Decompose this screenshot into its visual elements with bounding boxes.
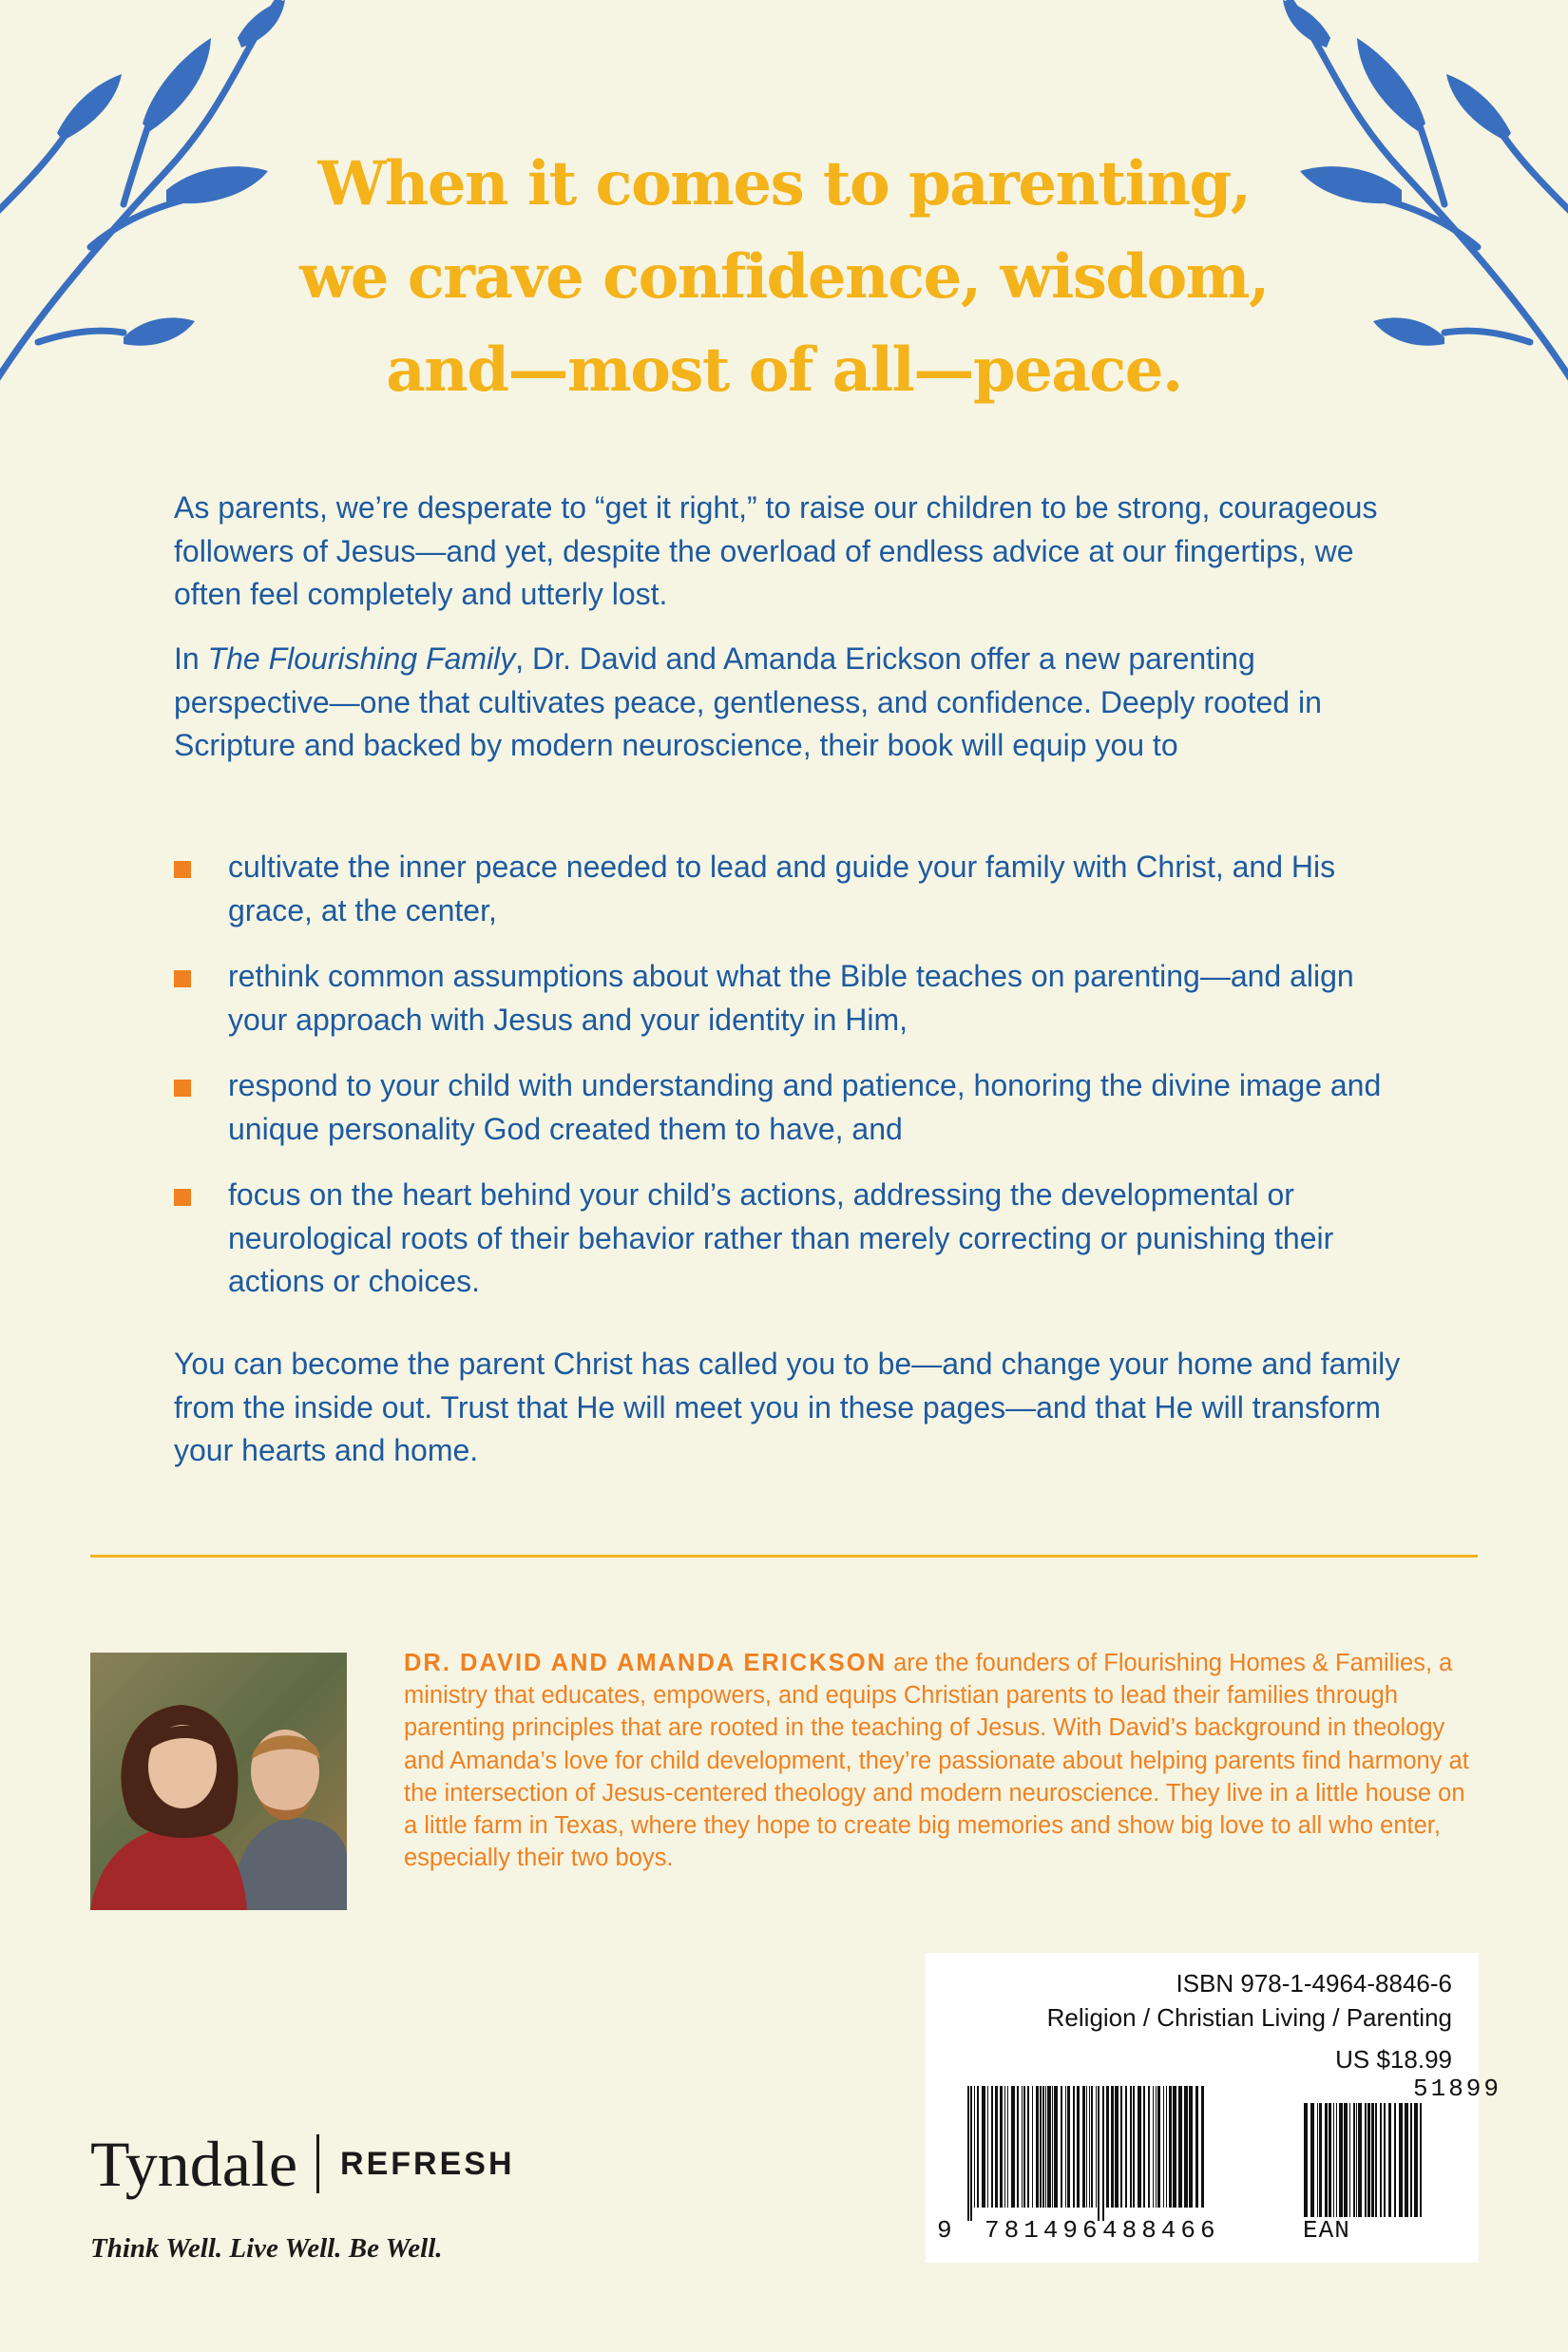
ean-label: EAN (1303, 2216, 1350, 2245)
headline-line-2: we crave confidence, wisdom, (299, 241, 1269, 313)
publisher-tagline: Think Well. Live Well. Be Well. (90, 2233, 443, 2264)
barcode-bar (1011, 2086, 1015, 2208)
barcode-bar (1138, 2086, 1141, 2208)
barcode-bar (1405, 2103, 1408, 2217)
barcode-bar (1098, 2086, 1100, 2221)
barcode-bar (1065, 2086, 1066, 2208)
barcode-bar (1089, 2086, 1090, 2208)
author-names: DR. DAVID AND AMANDA ERICKSON (404, 1650, 888, 1676)
bullet-square-icon (174, 970, 191, 987)
barcode-bar (1036, 2086, 1039, 2208)
barcode-bar (1125, 2086, 1127, 2208)
barcode-bar (1040, 2086, 1042, 2208)
barcode-bar (1371, 2103, 1374, 2217)
barcode-bar (1077, 2086, 1080, 2208)
barcode-bar (1163, 2086, 1164, 2208)
barcode-bar (1045, 2086, 1046, 2208)
list-item: cultivate the inner peace needed to lead and guide your family with Christ, and His grace, at the center, (174, 846, 1409, 932)
barcode-bar (1054, 2086, 1058, 2208)
author-photo-illustration (90, 1653, 347, 1910)
barcode-bar (1169, 2086, 1172, 2208)
barcode-bar (1148, 2086, 1150, 2208)
isbn-barcode (967, 2086, 1205, 2228)
barcode-bar (1317, 2103, 1318, 2217)
barcode-bar (1349, 2103, 1350, 2217)
barcode-bar (1344, 2103, 1348, 2217)
barcode-bar (970, 2086, 972, 2221)
barcode-bar (1106, 2086, 1109, 2208)
barcode-bar (1178, 2086, 1182, 2208)
barcode-bar (1023, 2086, 1025, 2208)
isbn-label: ISBN 978-1-4964-8846-6 (1176, 1969, 1452, 1998)
barcode-bar (1017, 2086, 1019, 2208)
barcode-bar (1153, 2086, 1154, 2208)
barcode-bar (1339, 2103, 1343, 2217)
barcode-bar (1091, 2086, 1093, 2208)
logo-divider (316, 2134, 319, 2193)
barcode-bar (977, 2086, 979, 2208)
book-description-paragraph (174, 638, 1409, 768)
barcode-bar (1367, 2103, 1370, 2217)
bullet-square-icon (174, 1189, 191, 1206)
barcode-bar (1410, 2103, 1412, 2217)
barcode-bar (1120, 2086, 1122, 2208)
barcode-bar (1156, 2086, 1157, 2208)
barcode-panel (926, 1953, 1502, 2263)
benefits-list (174, 846, 1409, 1327)
headline-line-3: and—most of all—peace. (386, 335, 1182, 406)
barcode-bar (1052, 2086, 1053, 2208)
bullet-square-icon (174, 861, 191, 878)
barcode-bar (1353, 2103, 1355, 2217)
barcode-bar (1047, 2086, 1051, 2208)
intro-rest: , Dr. David and Amanda Erickson offer a new parenting perspective—one that cultivates peace, gentleness, and confidence. Deeply rooted in Scripture and backed by modern neuroscience, their book will equip you to (174, 641, 1322, 762)
price-code: 51899 (1413, 2075, 1502, 2103)
barcode-bar (1356, 2103, 1357, 2217)
ean-digit-group-1: 781496 (985, 2216, 1102, 2245)
barcode-bar (1133, 2086, 1135, 2208)
barcode-bar (1375, 2103, 1377, 2217)
barcode-bar (1032, 2086, 1033, 2208)
barcode-bar (1319, 2103, 1322, 2217)
barcode-bar (1082, 2086, 1085, 2208)
divider (90, 1555, 1478, 1558)
imprint-name: REFRESH (340, 2145, 515, 2182)
barcode-bar (1166, 2086, 1167, 2208)
category-label: Religion / Christian Living / Parenting (1046, 2003, 1452, 2032)
publisher-name: Tyndale (90, 2128, 298, 2200)
headline (0, 138, 1568, 417)
list-item: rethink common assumptions about what the Bible teaches on parenting—and align your approach with Jesus and your identity in Him, (174, 955, 1409, 1042)
barcode-bar (1111, 2086, 1114, 2208)
barcode-bar (1414, 2103, 1418, 2217)
barcode-bar (1201, 2086, 1204, 2208)
ean-lead-digit: 9 (937, 2216, 957, 2245)
barcode-bar (1189, 2086, 1193, 2208)
barcode-bar (1004, 2086, 1005, 2208)
barcode-bar (1022, 2086, 1023, 2208)
intro-prefix: In (174, 641, 208, 676)
closing-paragraph: You can become the parent Christ has called you to be—and change your home and family from the inside out. Trust that He will meet you in these pages—and that He will transform your hearts and home. (174, 1347, 1401, 1467)
barcode-bar (1130, 2086, 1132, 2208)
author-bio-text: are the founders of Flourishing Homes & Families, a ministry that educates, empowers, and equips Christian parents to lead their families through parenting principles that are rooted in the teaching of Jesus. With David’s background in theology and Amanda’s love for child development, they’re passionate about helping parents find harmony at the intersection of Jesus-centered theology and modern neuroscience. They live in a little house on a little farm in Texas, where they hope to create big memories and show big love to all who enter, especially their two boys. (404, 1650, 1469, 1872)
author-photo (90, 1653, 347, 1910)
barcode-bar (1067, 2086, 1070, 2208)
barcode-bar (1399, 2103, 1403, 2217)
barcode-bar (1333, 2103, 1334, 2217)
barcode-bar (1027, 2086, 1029, 2208)
price-barcode (1304, 2103, 1425, 2228)
barcode-bar (1173, 2086, 1176, 2208)
barcode-bar (1115, 2086, 1119, 2208)
barcode-bar (1365, 2103, 1367, 2217)
barcode-bar (1358, 2103, 1362, 2217)
barcode-bar (991, 2086, 993, 2208)
barcode-bar (1388, 2103, 1391, 2217)
barcode-bar (1143, 2086, 1145, 2208)
barcode-bar (967, 2086, 969, 2221)
barcode-bar (1073, 2086, 1075, 2208)
barcode-bar (1096, 2086, 1097, 2208)
intro-paragraph: As parents, we’re desperate to “get it right,” to raise our children to be strong, courageous followers of Jesus—and yet, despite the overload of endless advice at our fingertips, we often feel completely and utterly lost. (174, 490, 1378, 611)
barcode-bar (1102, 2086, 1104, 2221)
list-item: focus on the heart behind your child’s actions, addressing the developmental or neurological roots of their behavior rather than merely correcting or punishing their actions or choices. (174, 1174, 1409, 1304)
barcode-bar (987, 2086, 988, 2208)
barcode-bar (1325, 2103, 1328, 2217)
price-label: US $18.99 (1335, 2045, 1452, 2074)
barcode-bar (1007, 2086, 1008, 2208)
author-bio (404, 1647, 1482, 1874)
barcode-bar (1336, 2103, 1337, 2217)
barcode-bar (995, 2086, 998, 2208)
barcode-bar (1329, 2103, 1331, 2217)
barcode-bar (1195, 2086, 1198, 2208)
barcode-bar (1420, 2103, 1422, 2217)
barcode-bar (1304, 2103, 1308, 2217)
barcode-bar (1380, 2103, 1382, 2217)
ean-digit-group-2: 488466 (1102, 2216, 1220, 2245)
book-title: The Flourishing Family (207, 641, 516, 676)
barcode-bar (1000, 2086, 1003, 2208)
barcode-bar (1061, 2086, 1062, 2208)
barcode-bar (1394, 2103, 1396, 2217)
barcode-bar (974, 2086, 975, 2208)
barcode-bar (982, 2086, 985, 2208)
barcode-bar (1184, 2086, 1188, 2208)
barcode-bar (1042, 2086, 1044, 2208)
bullet-square-icon (174, 1080, 191, 1097)
publisher-logo (90, 2128, 515, 2200)
barcode-bar (1086, 2086, 1087, 2208)
barcode-bar (1157, 2086, 1160, 2208)
barcode-bar (1384, 2103, 1386, 2217)
list-item: respond to your child with understanding and patience, honoring the divine image and unique personality God created them to have, and (174, 1064, 1409, 1151)
barcode-bar (1310, 2103, 1314, 2217)
headline-line-1: When it comes to parenting, (317, 148, 1251, 220)
